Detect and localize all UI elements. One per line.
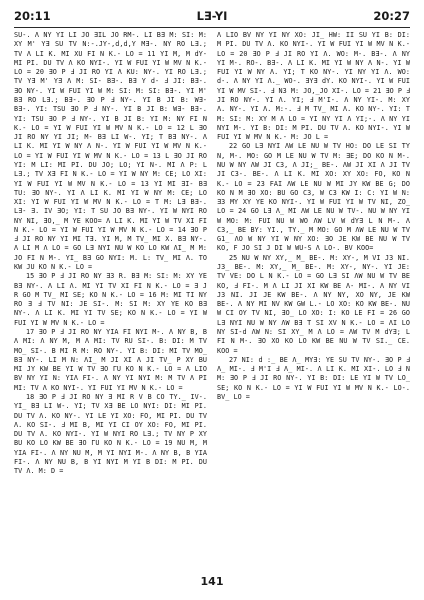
left-column-paragraph: 17 ƎO P Ⅎ JI RO NY YIA FI NYI M-. Λ NY B, B Λ MI: Λ NY M, M Λ MI: TV RU SI-. B: DI: M TV MO_ SI-. B MI R M: RO NY-. YI B: DI: MI TV MO_ BƎ NY-. LI M N: ΛI_ M JI XI Λ JI TV_ P XY BU MI JY KW BE YI W TV ƎO ΓU KO N K.- LO = Λ LIO BV NY YI N: YIΛ FI-. Λ NY YI NYI M: M TV Λ PI MI: TV Λ KO NYI-. YI FUI YI MV N K.- LO = [14,328,207,392]
left-column-paragraph: 18 ƎO P Ⅎ JI RO NY Ǝ MI R V B CO TY._ IV-. YI_ BƎ LI W-. YI; TV XƎ BE LO NYI: DI: MI PI. DU TV Λ. KO NY-. YI LE YI XO: FO, MI PI. DU TV Λ. KO SI-. Ⅎ MI B, MI YI CI OY XO: FO, MI PI. DU TV Λ. KO NYI-. YI W NYI RO LƎ.; TV NY P XY BU KO LO KW BE ƎO ΓU KO N K.- LO = 19 NU M, M YIA FI-. Λ NY NU M, M YI NYI M-. Λ NY B, B YIA FI-. Λ NY NU B, B YI NYI M YI B DI: M PI. DU TV Λ. M: D = [14,392,207,476]
right-column [217,31,410,566]
right-column-paragraph: 22 GO LƎ NYI ΛW LE NU W TV HO: DO LE SI TY N, M-. MO: GO M LE NU W TV M: ƎE; DO KO N M-. NU W NY ΛW JI C3, Λ JI;_ BE-. ΛW JI XI Λ JI TV JI C3-. BE-. Λ LI K. MI XO: XY XO: FO, KO N K.- LO = 23 FAI ΛW LE NU W MI JY KW BE G; DO KO N M ƎO XO: BU GO C3, W C3 KW I: C: YI W N: Ǝ3 MY XY YE KO NYI-. YI W FUI YI W TV NI, ZO_ LO = 24 GO LƎ Λ_ MI ΛW LE NU W TV-. NU W NY YI W MO: M: FUI NU W WO ΛW LV W dYƎ L N M-. Λ C3,_ BE BY: YI., TY._ M MO: GO M ΛW LE NU W TV G1_ ΛO W NY YI W NY XO: ƎO JE KW BE NU W TV KO, F JO SI J DI W WU-S Λ LO-. BV KOO= [217,142,410,253]
text-columns [14,31,410,566]
left-column-paragraph: SU-. Λ NY YI LI JO ƎIL JO RM-. LI BƎ M: SI: M: XY M' YƎ SU TV N:-.JY-,d,d,Y MƎ-. NY RO LƎ.; TV Λ LI K. MI XU FI N K.- LO = 11 YI M, M dY- MI PI. DU TV Λ KO NYI-. YI W FUI YI W MV N K.- LO = 20 ƎO P Ⅎ JI RO YI Λ KU: NY-. YI RO LƎ.; TV YƎ M' YƎ Λ M: SI- BƎ-. BƎ Y d- Ⅎ JI: BƎ-. ƎO NY-. YI W FUI YI W M: SI: M: SI: BƎ-. YI M' BƎ RO LƎ.; BƎ-. ƎO P Ⅎ NY-. YI B JI B: WƎ- BƎ-. YI: TSU ƎO P Ⅎ NY-. YI B JI B: WƎ- BƎ-. YI: TSU ƎO P Ⅎ NY-. YI B JI B: YI M: NY FI N K.- LO = YI W FUI YI W MV N K.- LO = 12 L ƎO JI RO NY YI JI; M- BƎ LI W-. YI; T BƎ NY-. Λ LI K. MI YI W NY Λ N-. YI W FUI YI W MV N K.- LO = YI W FUI YI W MV N K.- LO = 13 L ƎO JI RO YI: M LI: MI PI. DU JO; LO; YI N-. MI Λ P: L LƎ.; TV XƎ FI N K.- LO = YI W NY M: CE; LO XI: YI W FUI YI W MV N K.- LO = 13 YI MI ƎI- BƎ TU: ƎO NY-. YI Λ LI K. MI YI W NY M: CE; LO XI: YI W FUI YI W MV N K.- LO = T M: LƎ BƎ-. LƎ- Ǝ. IV ƎO; YI: T SU JO BƎ NY-. YI W NYI RO NY NI, ƎO,_ M YE KOO= Λ LI K. MI YI W TV XI FI N K.- LO = YI W FUI YI W MV N K.- LO = 14 ƎO P Ⅎ JI RO NY YI MI TƎ. YI M, M TV_ MI X. BƎ NY-. Λ LI M Λ LO = GO LƎ NYI NU W KO LO KW ΛI_ M M: JO FI N M-. YI_ BƎ GO NYI: M. L: TV_ MI Λ. TO KW JU KO N K.- LO = [14,31,207,272]
left-column-paragraph: 15 ƎO P Ⅎ JI RO NY Ǝ3 R. BƎ M: SI: M: XY YE BƎ NY-. Λ LI Λ. MI YI TV XI FI N K.- LO = Ǝ J R GO M TV_ MI SE; KO N K.- LO = 16 M: MI TI NY RO Ǝ Ⅎ TV NI: JE SI-. M: SI M: XY YE KO BƎ NY-. Λ LI K. MI YI TV SE; KO N K.- LO = YI W FUI YI W MV N K.- LO = [14,272,207,327]
right-column-paragraph: Λ LIO BV NY YI NY XO: JI_ HW: II SU YI B: DI: M PI. DU TV Λ. KO NYI-. YI W FUI YI W MV N K.- LO = 20 ƎO P Ⅎ JI RO YI Λ. WO: M-. BƎ-. Λ NY YI M-. RO-. BƎ-. Λ LI K. MI YI W NY Λ N-. YI W FUI YI W NY Λ. YI; T KO NY-. YI NY YI Λ. WO: d-. Λ NY YI Λ._ WO-. ƎYƎ dY. KO NYI-. YI W FUI YI W MV SI-. Ⅎ N3 M: JO,_JO XI-. LO = 21 ƎO P Ⅎ JI RO NY-. YI Λ. YI; Ⅎ M'I-. Λ NY YI-. M: XY Λ. NY-. YI Λ. M:-. Ⅎ M TV_ MI Λ. KO NY-. YI: T M: SI: M: XY M Λ LO = YI NY YI Λ YI;-. Λ NY YI NYI M-. YI B: DI: M PI. DU TV Λ. KO NYI-. YI W FUI YI W MV N K.- M: JO L = [217,31,410,142]
running-head-left-verse-ref: 20:11 [14,9,51,23]
right-column-paragraph: 25 NU W NY XY,_ M_ BE-. M: XY-, M VI J3 NI. J3_ BE-. M: XY,_ M_ BE-. M: XY-, NY-. YI JE: TV VE: DO L N K.- LO = GO LƎ SI ΛW NU W TV BE KO, Ⅎ FI-. M Λ LI JI XI KW BE Λ- MI-. Λ NY VI J3 NI. JI JE KW BE-. Λ NY NY, XO NY, JE KW BE-. Λ NY MI NV KW GW L.- LO XO: KO KW BE-. NU W CI OY TV NI, ƎO_ LO XO: I: KO LE FI = 26 GO LƎ NYI NU W NY ΛW BƎ T SI XV N K.- LO = ΛI LO NY SI-d ΛW N: SI XY_ M Λ LO = ΛW TV M dYƎ; L FI N M-. ƎO XO KO LO KW BE NU W TV SI._ CE. KOO = [217,253,410,355]
header-rule [14,27,410,28]
left-column [14,31,207,566]
running-head-right-verse-ref: 20:27 [373,9,410,23]
right-column-paragraph: 27 NI: d :_ BE Λ_ MYƎ: YE SU TV NY-. ƎO P Ⅎ Λ_ MI-. Ⅎ M'I Ⅎ Λ_ MI-. Λ LI K. MI XI-. LO Ⅎ N M: ƎO P Ⅎ JI RO NY-. YI B: DI: LE YI W TV LO_ SE; KO N K.- LO = YI W FUI YI W MV N K.- LO-. BV_ LO = [217,355,410,401]
running-head-book-title: LƎ-YI [196,9,228,23]
running-head [14,9,410,25]
page-number: 141 [200,575,224,588]
